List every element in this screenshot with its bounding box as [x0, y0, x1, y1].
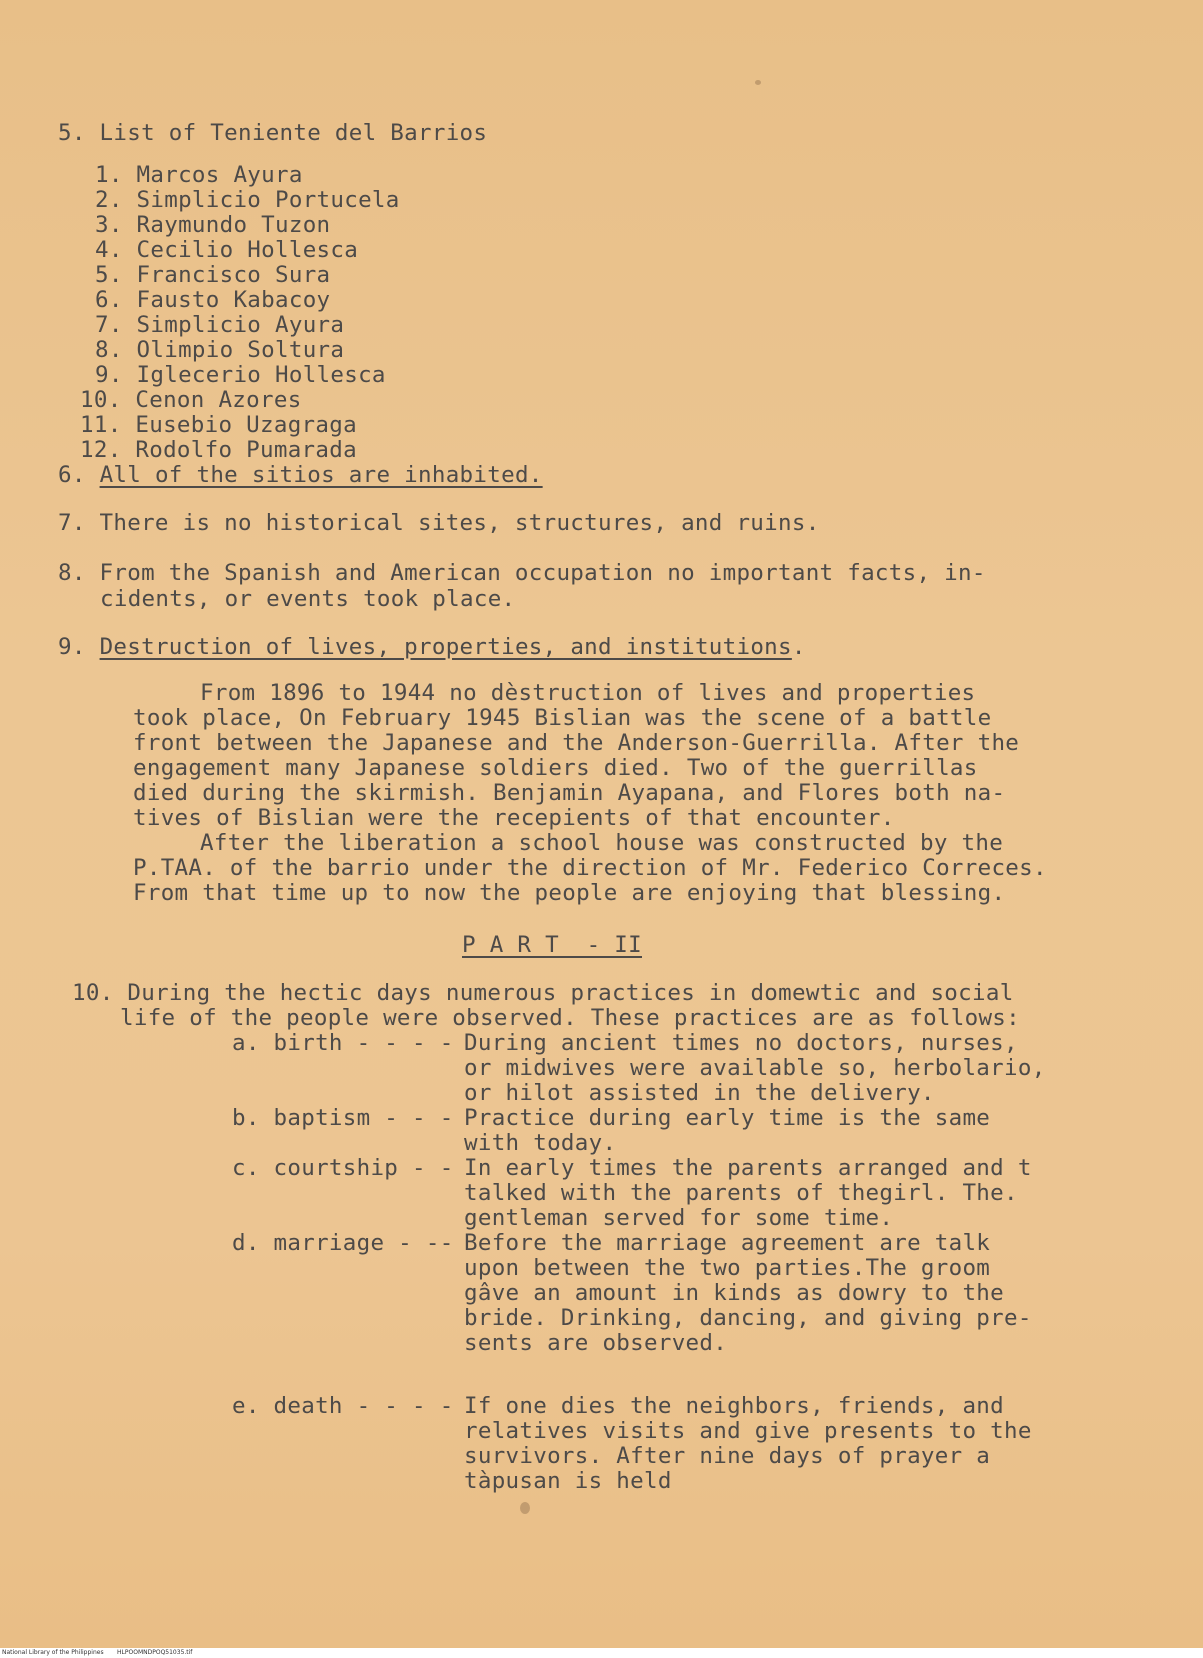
practice-text: tàpusan is held	[464, 1468, 672, 1494]
section-6-text: All of the sitios are inhabited.	[99, 462, 543, 488]
practice-text: or hilot assisted in the delivery.	[464, 1080, 935, 1106]
practice-text: If one dies the neighbors, friends, and	[464, 1393, 1004, 1419]
list-item: 4. Cecilio Hollesca	[95, 237, 359, 263]
list-item: 12. Rodolfo Pumarada	[80, 437, 357, 463]
list-item: 3. Raymundo Tuzon	[95, 212, 331, 238]
section-8-line-1: 8. From the Spanish and American occupation no important facts, in-	[58, 560, 986, 586]
practice-label-death: e. death - - - -	[232, 1393, 454, 1419]
list-item: 1. Marcos Ayura	[95, 162, 303, 188]
paragraph-line: P.TAA. of the barrio under the direction of Mr. Federico Correces.	[133, 855, 1047, 881]
practice-text: relatives visits and give presents to the	[464, 1418, 1032, 1444]
list-item: 7. Simplicio Ayura	[95, 312, 345, 338]
practice-text: survivors. After nine days of prayer a	[464, 1443, 991, 1469]
section-9-heading	[58, 634, 806, 660]
practice-label-baptism: b. baptism - - -	[232, 1105, 454, 1131]
paragraph-line: From that time up to now the people are enjoying that blessing.	[133, 880, 1006, 906]
paragraph-line: After the liberation a school house was constructed by the	[200, 830, 1004, 856]
paragraph-line: engagement many Japanese soldiers died. Two of the guerrillas	[133, 755, 978, 781]
footer-file-id: HLPOOMNDPOQ51035.tif	[117, 1649, 193, 1656]
practice-text: In early times the parents arranged and t	[464, 1155, 1032, 1181]
practice-label-birth: a. birth - - - -	[232, 1030, 454, 1056]
practice-text: with today.	[464, 1130, 617, 1156]
paragraph-line: front between the Japanese and the Anderson-Guerrilla. After the	[133, 730, 1020, 756]
paragraph-line: died during the skirmish. Benjamin Ayapana, and Flores both na-	[133, 780, 1006, 806]
practice-text: gentleman served for some time.	[464, 1205, 894, 1231]
paragraph-line: From 1896 to 1944 no dèstruction of lives and properties	[200, 680, 976, 706]
list-item: 8. Olimpio Soltura	[95, 337, 345, 363]
practice-text: or midwives were available so, herbolario,	[464, 1055, 1046, 1081]
part-heading: P A R T - II	[462, 932, 642, 958]
list-item: 2. Simplicio Portucela	[95, 187, 400, 213]
section-6	[58, 462, 543, 488]
list-item: 9. Iglecerio Hollesca	[95, 362, 386, 388]
list-item: 10. Cenon Azores	[80, 387, 302, 413]
practice-text: gâve an amount in kinds as dowry to the	[464, 1280, 1004, 1306]
footer-institution: National Library of the Philippines	[2, 1649, 104, 1656]
section-6-number: 6.	[58, 462, 86, 488]
practice-text: bride. Drinking, dancing, and giving pre-	[464, 1305, 1032, 1331]
practice-text: talked with the parents of thegirl. The.	[464, 1180, 1018, 1206]
paragraph-line: took place, On February 1945 Bislian was the scene of a battle	[133, 705, 992, 731]
section-9-number: 9.	[58, 634, 86, 660]
ink-spot	[755, 80, 761, 85]
paragraph-line: tives of Bislian were the recepients of that encounter.	[133, 805, 895, 831]
section-9-title-end: .	[791, 634, 806, 660]
ink-spot	[520, 1502, 530, 1514]
practice-label-marriage: d. marriage - --	[232, 1230, 454, 1256]
list-item: 5. Francisco Sura	[95, 262, 331, 288]
section-8-line-2: cidents, or events took place.	[100, 586, 516, 612]
practice-text: During ancient times no doctors, nurses,	[464, 1030, 1018, 1056]
practice-text: Practice during early time is the same	[464, 1105, 991, 1131]
scan-footer	[0, 1648, 1203, 1658]
section-10-line-2: life of the people were observed. These practices are as follows:	[120, 1005, 1020, 1031]
practice-text: upon between the two parties.The groom	[464, 1255, 991, 1281]
list-item: 11. Eusebio Uzagraga	[80, 412, 357, 438]
practice-label-courtship: c. courtship - -	[232, 1155, 454, 1181]
section-7: 7. There is no historical sites, structures, and ruins.	[58, 510, 820, 536]
list-item: 6. Fausto Kabacoy	[95, 287, 331, 313]
section-5-heading: 5. List of Teniente del Barrios	[58, 120, 488, 146]
section-10-line-1: 10. During the hectic days numerous practices in domewtic and social	[72, 980, 1014, 1006]
section-9-title: Destruction of lives, properties, and institutions	[99, 634, 792, 660]
practice-text: Before the marriage agreement are talk	[464, 1230, 991, 1256]
practice-text: sents are observed.	[464, 1330, 728, 1356]
